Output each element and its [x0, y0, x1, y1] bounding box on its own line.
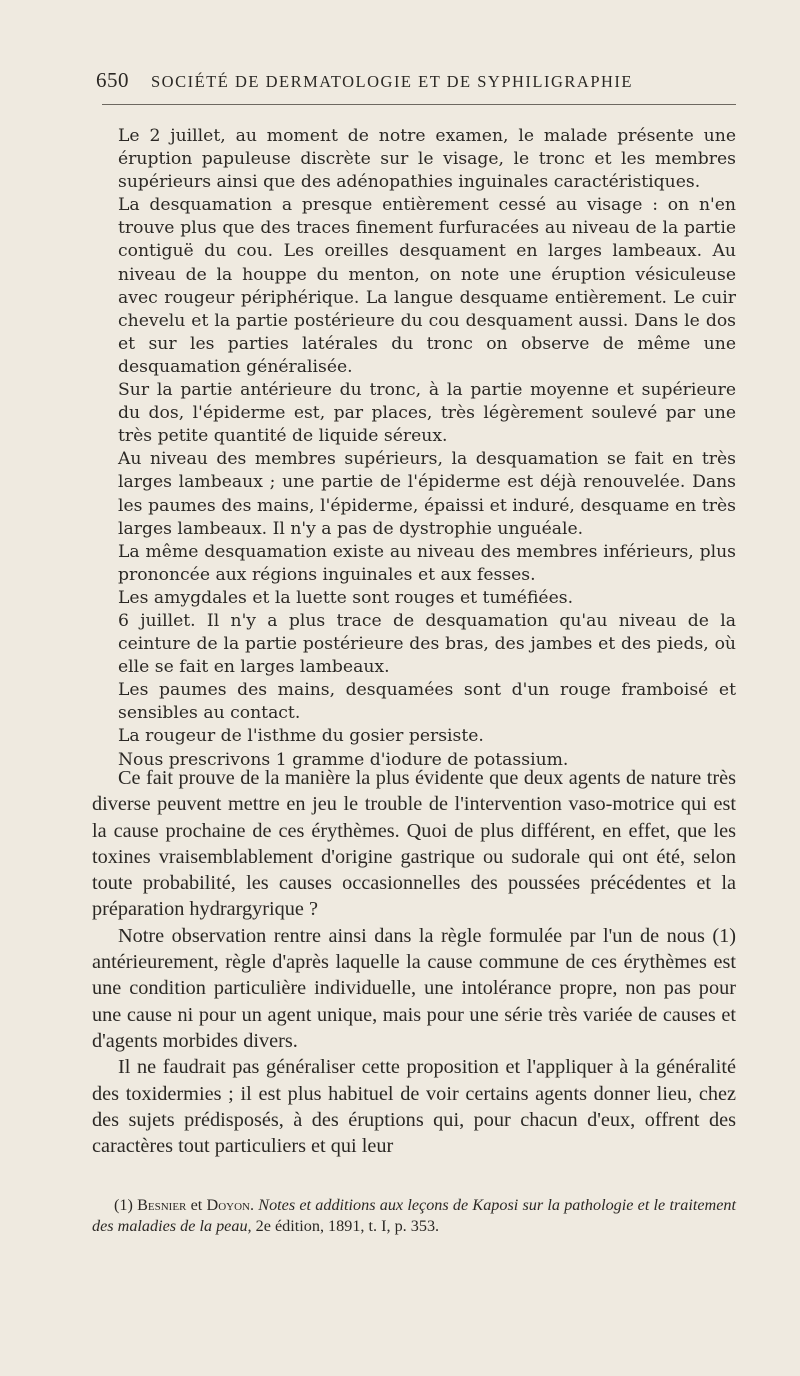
clinical-observation	[118, 125, 736, 772]
footnote-edition: 2e édition, 1891, t. I, p. 353.	[255, 1217, 440, 1235]
observation-paragraph: Sur la partie antérieure du tronc, à la partie moyenne et supérieure du dos, l'épiderme est, par places, très légèrement soulevé par une très petite quantité de liquide séreux.	[118, 380, 736, 447]
footnote: (1) Besnier et Doyon. Notes et additions aux leçons de Kaposi sur la pathologie et le traitement des maladies de la peau, 2e édition, 1891, t. I, p. 353.	[92, 1196, 736, 1235]
page-number: 650	[96, 68, 129, 92]
page-header	[96, 68, 736, 98]
observation-paragraph: La même desquamation existe au niveau des membres inférieurs, plus prononcée aux régions inguinales et aux fesses.	[118, 541, 736, 585]
footnote-title: Notes et additions aux leçons de Kaposi sur la pathologie et le traitement des maladies de la peau,	[92, 1196, 736, 1235]
observation-paragraph: 6 juillet. Il n'y a plus trace de desquamation qu'au niveau de la ceinture de la partie postérieure des bras, des jambes et des pieds, où elle se fait en larges lambeaux.	[118, 610, 736, 678]
footnote-author: Doyon	[206, 1196, 250, 1214]
observation-paragraph: La desquamation a presque entièrement cessé au visage : on n'en trouve plus que des traces finement furfuracées au niveau de la partie contiguë du cou. Les oreilles desquament en larges lambeaux. Au niveau de la houppe du menton, on note une éruption vésiculeuse avec rougeur périphérique. La langue desquame entièrement. Le cuir chevelu et la partie postérieure du cou desquament aussi. Dans le dos et sur les parties latérales du tronc on observe de même une desquamation généralisée.	[118, 195, 736, 377]
observation-paragraph: La rougeur de l'isthme du gosier persiste.	[118, 726, 484, 747]
observation-paragraph: Nous prescrivons 1 gramme d'iodure de potassium.	[118, 749, 569, 770]
header-rule	[102, 104, 736, 105]
footnote-conjunction: et	[190, 1196, 203, 1214]
footnote-author: Besnier	[137, 1196, 187, 1214]
observation-paragraph: Les amygdales et la luette sont rouges et tuméfiées.	[118, 587, 574, 608]
commentary-paragraph: Ce fait prouve de la manière la plus évidente que deux agents de nature très diverse peuvent mettre en jeu le trouble de l'intervention vaso-motrice qui est la cause prochaine de ces érythèmes. Quoi de plus différent, en effet, que les toxines vraisemblablement d'origine gastrique ou sudorale qui ont été, selon toute probabilité, les causes occasionnelles des poussées précédentes et la préparation hydrargyrique ?	[92, 767, 736, 921]
observation-paragraph: Le 2 juillet, au moment de notre examen, le malade présente une éruption papuleuse discrète sur le visage, le tronc et les membres supérieurs ainsi que des adénopathies inguinales caractéristiques.	[118, 126, 736, 193]
commentary-paragraph: Il ne faudrait pas généraliser cette proposition et l'appliquer à la généralité des toxidermies ; il est plus habituel de voir certains agents donner lieu, chez des sujets prédisposés, à des éruptions qui, pour chacun d'eux, offrent des caractères tout particuliers et qui leur	[92, 1056, 736, 1158]
observation-paragraph: Les paumes des mains, desquamées sont d'un rouge framboisé et sensibles au contact.	[118, 680, 736, 724]
footnote-marker: (1)	[114, 1196, 133, 1214]
commentary-paragraph: Notre observation rentre ainsi dans la règle formulée par l'un de nous (1) antérieurement, règle d'après laquelle la cause commune de ces érythèmes est une condition particulière individuelle, une intolérance propre, non pas pour une cause ni pour un agent unique, mais pour une série très variée de causes et d'agents morbides divers.	[92, 924, 736, 1052]
commentary	[92, 765, 736, 1159]
observation-paragraph: Au niveau des membres supérieurs, la desquamation se fait en très larges lambeaux ; une partie de l'épiderme est déjà renouvelée. Dans les paumes des mains, l'épiderme, épaissi et induré, desquame en très larges lambeaux. Il n'y a pas de dystrophie unguéale.	[118, 449, 736, 539]
running-title: SOCIÉTÉ DE DERMATOLOGIE ET DE SYPHILIGRAPHIE	[151, 72, 633, 91]
